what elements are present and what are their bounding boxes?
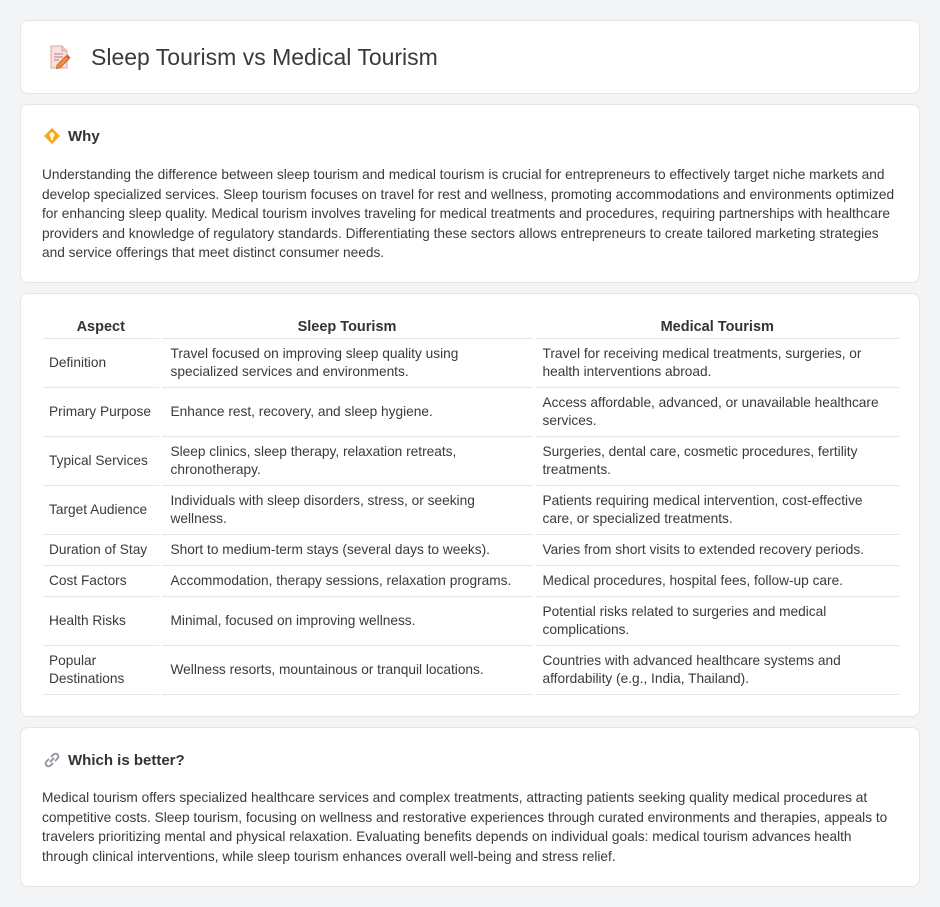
medical-tourism-cell: Varies from short visits to extended recovery periods. <box>534 534 899 565</box>
table-row <box>43 338 899 387</box>
why-heading: Why <box>68 127 100 145</box>
sleep-tourism-cell: Individuals with sleep disorders, stress, or seeking wellness. <box>160 485 534 534</box>
aspect-cell: Duration of Stay <box>43 534 160 565</box>
which-is-better-paragraph: Medical tourism offers specialized healthcare services and complex treatments, attracting patients seeking quality medical procedures at competitive costs. Sleep tourism, focusing on wellness and restorative experiences through curated environments and therapies, appeals to travelers prioritizing mental and physical relaxation. Evaluating benefits depends on individual goals: medical tourism advances health through clinical interventions, while sleep tourism enhances overall well-being and stress relief. <box>42 790 888 864</box>
medical-tourism-cell: Countries with advanced healthcare systems and affordability (e.g., India, Thailand). <box>534 645 899 694</box>
table-header-row <box>43 316 899 338</box>
medical-tourism-cell: Patients requiring medical intervention, cost-effective care, or specialized treatments. <box>534 485 899 534</box>
aspect-cell: Primary Purpose <box>43 387 160 436</box>
why-section <box>20 104 920 283</box>
medical-tourism-cell: Access affordable, advanced, or unavailable healthcare services. <box>534 387 899 436</box>
why-paragraph: Understanding the difference between sleep tourism and medical tourism is crucial for entrepreneurs to effectively target niche markets and develop specialized services. Sleep tourism focuses on travel for rest and wellness, promoting accommodations and environments optimized for enhancing sleep quality. Medical tourism involves traveling for medical treatments and procedures, requiring partnerships with healthcare providers and knowledge of regulatory standards. Differentiating these sectors allows entrepreneurs to create tailored marketing strategies and service offerings that meet distinct consumer needs. <box>42 167 895 261</box>
table-row <box>43 596 899 645</box>
sleep-tourism-cell: Wellness resorts, mountainous or tranquil locations. <box>160 645 534 694</box>
header-aspect: Aspect <box>43 316 160 338</box>
aspect-cell: Target Audience <box>43 485 160 534</box>
page-title: Sleep Tourism vs Medical Tourism <box>91 43 438 70</box>
aspect-cell: Popular Destinations <box>43 645 160 694</box>
header-card <box>20 20 920 94</box>
sleep-tourism-cell: Travel focused on improving sleep quality using specialized services and environments. <box>160 338 534 387</box>
header-sleep-tourism: Sleep Tourism <box>160 316 534 338</box>
link-icon <box>43 751 61 769</box>
comparison-section <box>20 293 920 717</box>
sleep-tourism-cell: Minimal, focused on improving wellness. <box>160 596 534 645</box>
header-medical-tourism: Medical Tourism <box>534 316 899 338</box>
sleep-tourism-cell: Sleep clinics, sleep therapy, relaxation retreats, chronotherapy. <box>160 436 534 485</box>
medical-tourism-cell: Medical procedures, hospital fees, follow-up care. <box>534 565 899 596</box>
table-row <box>43 565 899 596</box>
sleep-tourism-cell: Enhance rest, recovery, and sleep hygiene. <box>160 387 534 436</box>
aspect-cell: Typical Services <box>43 436 160 485</box>
medical-tourism-cell: Surgeries, dental care, cosmetic procedures, fertility treatments. <box>534 436 899 485</box>
sleep-tourism-cell: Accommodation, therapy sessions, relaxation programs. <box>160 565 534 596</box>
table-row <box>43 534 899 565</box>
aspect-cell: Health Risks <box>43 596 160 645</box>
table-row <box>43 436 899 485</box>
aspect-cell: Cost Factors <box>43 565 160 596</box>
which-is-better-heading: Which is better? <box>68 751 185 769</box>
light-bulb-diamond-icon <box>43 127 61 145</box>
medical-tourism-cell: Potential risks related to surgeries and medical complications. <box>534 596 899 645</box>
aspect-cell: Definition <box>43 338 160 387</box>
medical-tourism-cell: Travel for receiving medical treatments, surgeries, or health interventions abroad. <box>534 338 899 387</box>
comparison-table <box>43 316 899 695</box>
table-row <box>43 645 899 694</box>
document-pencil-icon <box>45 43 73 71</box>
sleep-tourism-cell: Short to medium-term stays (several days to weeks). <box>160 534 534 565</box>
table-row <box>43 485 899 534</box>
which-is-better-section <box>20 727 920 887</box>
table-row <box>43 387 899 436</box>
